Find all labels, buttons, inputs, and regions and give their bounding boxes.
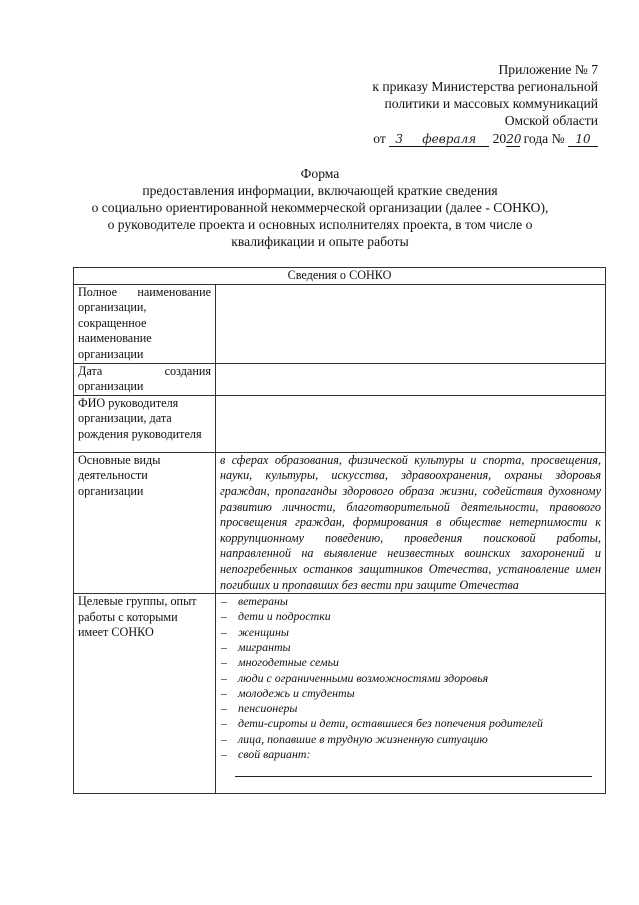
order-date-line: [373, 131, 598, 147]
target-groups-list: [220, 594, 601, 762]
list-item: – дети-сироты и дети, оставшиеся без попечения родителей: [221, 716, 601, 731]
appendix-header: [298, 61, 598, 129]
row-value-activities: в сферах образования, физической культуры и спорта, просвещения, науки, культуры, искусства, здравоохранения, охраны здоровья граждан, пропаганды здорового образа жизни, содействия духовному развитию личности, благотворительной деятельности, правового просвещения граждан, формирования в обществе нетерпимости к коррупционному поведению, проведения поисковой работы, направленной на выявление неизвестных воинских захоронений и непогребенных останков защитников Отечества, установление имен погибших и пропавших без вести при защите Отечества: [216, 452, 606, 593]
sonko-info-table: [73, 267, 606, 794]
list-item: – мигранты: [221, 640, 601, 655]
title-line: Форма: [300, 166, 340, 181]
row-label-full-name: Полное наименование организации, сокращенное наименование организации: [74, 284, 216, 363]
date-prefix: от: [373, 131, 386, 146]
title-line: предоставления информации, включающей краткие сведения: [142, 183, 498, 198]
table-row: [74, 594, 606, 794]
title-line: о социально ориентированной некоммерческой организации (далее - СОНКО),: [91, 200, 549, 215]
list-item: – ветераны: [221, 594, 601, 609]
table-header-row: [74, 268, 606, 285]
title-line: о руководителе проекта и основных исполнителях проекта, в том числе о: [107, 217, 533, 232]
row-value-creation-date[interactable]: [216, 363, 606, 395]
row-value-full-name[interactable]: [216, 284, 606, 363]
table-row: [74, 452, 606, 593]
own-option-fill-line[interactable]: [235, 776, 592, 777]
row-label-creation-date: Дата создания организации: [74, 363, 216, 395]
table-row: [74, 284, 606, 363]
year-word: года №: [523, 131, 565, 146]
appendix-line: политики и массовых коммуникаций: [384, 96, 598, 111]
row-value-director[interactable]: [216, 395, 606, 452]
list-item: – молодежь и студенты: [221, 686, 601, 701]
list-item: – лица, попавшие в трудную жизненную ситуацию: [221, 732, 601, 747]
list-item: – дети и подростки: [221, 609, 601, 624]
year-suffix: 20: [506, 132, 522, 146]
list-item: – люди с ограниченными возможностями здоровья: [221, 671, 601, 686]
list-item: – свой вариант:: [221, 747, 601, 762]
date-month: февраля: [409, 133, 489, 147]
title-line: квалификации и опыте работы: [231, 234, 409, 249]
list-item: – многодетные семьи: [221, 655, 601, 670]
row-label-activities: Основные виды деятельности организации: [74, 452, 216, 593]
year-prefix: 20: [492, 131, 507, 146]
appendix-line: Омской области: [504, 113, 598, 128]
table-header: Сведения о СОНКО: [74, 268, 606, 285]
list-item: – женщины: [221, 625, 601, 640]
date-day: 3: [389, 133, 409, 147]
order-number: 10: [568, 133, 598, 147]
row-value-target-groups: [216, 594, 606, 794]
row-label-target-groups: Целевые группы, опыт работы с которыми имеет СОНКО: [74, 594, 216, 794]
form-title: [60, 165, 580, 250]
appendix-line: к приказу Министерства региональной: [372, 79, 598, 94]
appendix-line: Приложение № 7: [498, 62, 598, 77]
table-row: [74, 395, 606, 452]
row-label-director: ФИО руководителя организации, дата рождения руководителя: [74, 395, 216, 452]
table-row: [74, 363, 606, 395]
list-item: – пенсионеры: [221, 701, 601, 716]
